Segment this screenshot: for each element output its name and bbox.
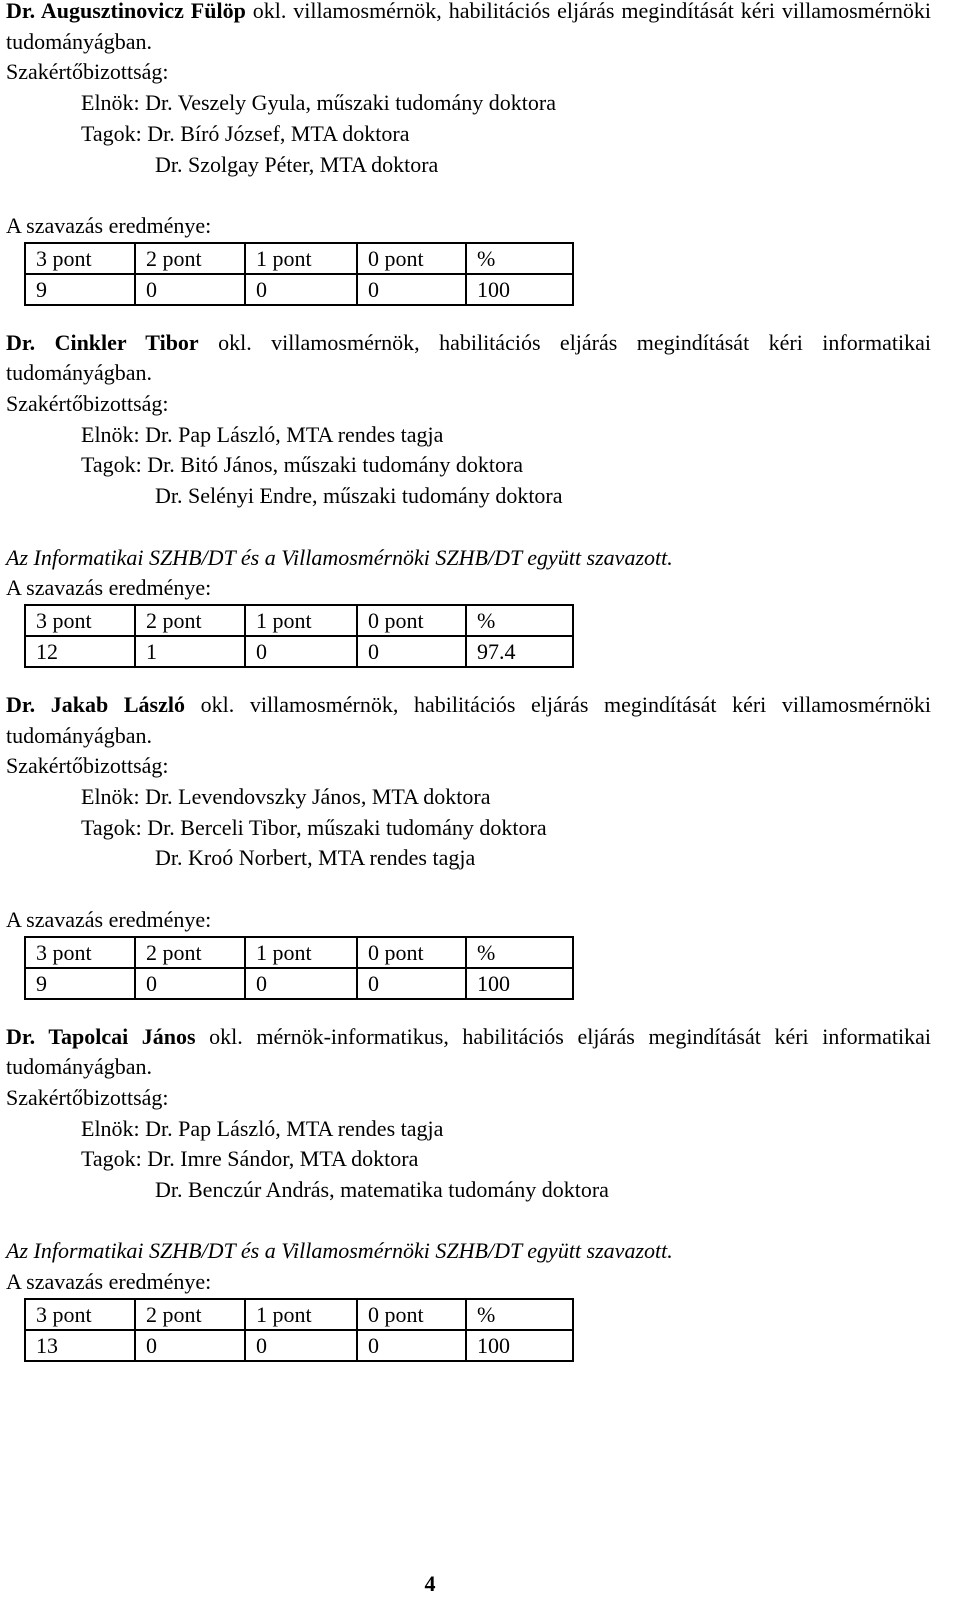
vote-table: [24, 242, 574, 306]
vote-header-cell: 2 pont: [135, 937, 245, 968]
committee-member: Tagok: Dr. Bíró József, MTA doktora: [81, 120, 410, 146]
candidate-heading: [6, 690, 931, 751]
candidate-entry: [6, 0, 931, 328]
vote-header-cell: 3 pont: [25, 605, 135, 636]
vote-header-row: [25, 605, 573, 636]
vote-header-cell: %: [466, 605, 573, 636]
vote-value-cell: 9: [25, 968, 135, 999]
vote-value-cell: 0: [245, 636, 357, 667]
committee-chair: Elnök: Dr. Pap László, MTA rendes tagja: [81, 1115, 444, 1141]
vote-header-cell: 1 pont: [245, 243, 357, 274]
committee-member: Dr. Szolgay Péter, MTA doktora: [155, 151, 439, 177]
vote-header-cell: %: [466, 243, 573, 274]
vote-header-cell: %: [466, 1299, 573, 1330]
candidate-name: Dr. Cinkler Tibor: [6, 329, 199, 355]
candidate-description: okl. villamosmérnök, habilitációs eljárás megindítását kéri villamosmérnöki tudományágban.: [6, 691, 932, 748]
committee-member: Dr. Benczúr András, matematika tudomány doktora: [155, 1177, 609, 1203]
joint-vote-note: Az Informatikai SZHB/DT és a Villamosmérnöki SZHB/DT együtt szavazott.: [6, 1238, 673, 1264]
vote-value-cell: 100: [466, 968, 573, 999]
candidate-name: Dr. Augusztinovicz Fülöp: [6, 0, 246, 23]
vote-header-row: [25, 243, 573, 274]
candidate-name: Dr. Jakab László: [6, 691, 185, 717]
vote-header-cell: 2 pont: [135, 605, 245, 636]
committee-label: Szakértőbizottság:: [6, 391, 169, 417]
vote-value-cell: 0: [357, 1330, 466, 1361]
vote-value-cell: 0: [357, 274, 466, 305]
vote-header-cell: 0 pont: [357, 243, 466, 274]
vote-value-cell: 0: [135, 274, 245, 305]
candidate-entry: [6, 690, 931, 1022]
vote-header-cell: 3 pont: [25, 1299, 135, 1330]
vote-value-cell: 0: [357, 636, 466, 667]
committee-chair: Elnök: Dr. Levendovszky János, MTA doktora: [81, 784, 491, 810]
vote-header-cell: %: [466, 937, 573, 968]
vote-result-label: A szavazás eredménye:: [6, 575, 212, 601]
vote-header-cell: 1 pont: [245, 605, 357, 636]
vote-header-row: [25, 1299, 573, 1330]
vote-table: [24, 936, 574, 1000]
committee-label: Szakértőbizottság:: [6, 59, 169, 85]
committee-member: Tagok: Dr. Berceli Tibor, műszaki tudomány doktora: [81, 814, 547, 840]
committee-chair: Elnök: Dr. Pap László, MTA rendes tagja: [81, 421, 444, 447]
vote-value-cell: 9: [25, 274, 135, 305]
page-number: 4: [424, 1571, 436, 1596]
vote-table: [24, 1298, 574, 1362]
vote-value-cell: 0: [357, 968, 466, 999]
vote-value-cell: 97.4: [466, 636, 573, 667]
vote-header-cell: 2 pont: [135, 1299, 245, 1330]
candidate-description: okl. mérnök-informatikus, habilitációs eljárás megindítását kéri informatikai tudományágban.: [6, 1023, 931, 1080]
vote-value-cell: 13: [25, 1330, 135, 1361]
vote-value-row: [25, 636, 573, 667]
candidate-heading: [6, 328, 931, 389]
candidate-description: okl. villamosmérnök, habilitációs eljárás megindítását kéri informatikai tudományágban.: [6, 329, 931, 386]
vote-value-row: [25, 1330, 573, 1361]
vote-value-cell: 100: [466, 274, 573, 305]
vote-header-cell: 0 pont: [357, 937, 466, 968]
vote-value-cell: 100: [466, 1330, 573, 1361]
committee-chair: Elnök: Dr. Veszely Gyula, műszaki tudomány doktora: [81, 90, 556, 116]
vote-value-row: [25, 274, 573, 305]
candidate-entry: [6, 328, 931, 690]
vote-value-cell: 12: [25, 636, 135, 667]
committee-member: Dr. Selényi Endre, műszaki tudomány doktora: [155, 483, 563, 509]
vote-header-cell: 0 pont: [357, 605, 466, 636]
committee-member: Dr. Kroó Norbert, MTA rendes tagja: [155, 845, 476, 871]
candidate-entry: [6, 1022, 931, 1362]
joint-vote-note: Az Informatikai SZHB/DT és a Villamosmérnöki SZHB/DT együtt szavazott.: [6, 544, 673, 570]
vote-result-label: A szavazás eredménye:: [6, 906, 212, 932]
vote-value-cell: 0: [245, 1330, 357, 1361]
vote-value-cell: 1: [135, 636, 245, 667]
vote-value-cell: 0: [245, 274, 357, 305]
vote-value-row: [25, 968, 573, 999]
committee-label: Szakértőbizottság:: [6, 1084, 169, 1110]
candidate-heading: [6, 1022, 931, 1083]
candidate-description: okl. villamosmérnök, habilitációs eljárás megindítását kéri villamosmérnöki tudományágban.: [6, 0, 931, 54]
vote-header-cell: 1 pont: [245, 937, 357, 968]
document-page: [6, 0, 931, 1362]
committee-member: Tagok: Dr. Bitó János, műszaki tudomány doktora: [81, 452, 524, 478]
committee-member: Tagok: Dr. Imre Sándor, MTA doktora: [81, 1146, 419, 1172]
vote-value-cell: 0: [245, 968, 357, 999]
vote-header-row: [25, 937, 573, 968]
candidate-heading: [6, 0, 931, 57]
vote-header-cell: 1 pont: [245, 1299, 357, 1330]
vote-header-cell: 0 pont: [357, 1299, 466, 1330]
vote-header-cell: 2 pont: [135, 243, 245, 274]
vote-header-cell: 3 pont: [25, 243, 135, 274]
vote-table: [24, 604, 574, 668]
vote-result-label: A szavazás eredménye:: [6, 212, 212, 238]
vote-value-cell: 0: [135, 968, 245, 999]
committee-label: Szakértőbizottság:: [6, 753, 169, 779]
candidate-name: Dr. Tapolcai János: [6, 1023, 196, 1049]
vote-value-cell: 0: [135, 1330, 245, 1361]
vote-result-label: A szavazás eredménye:: [6, 1269, 212, 1295]
vote-header-cell: 3 pont: [25, 937, 135, 968]
